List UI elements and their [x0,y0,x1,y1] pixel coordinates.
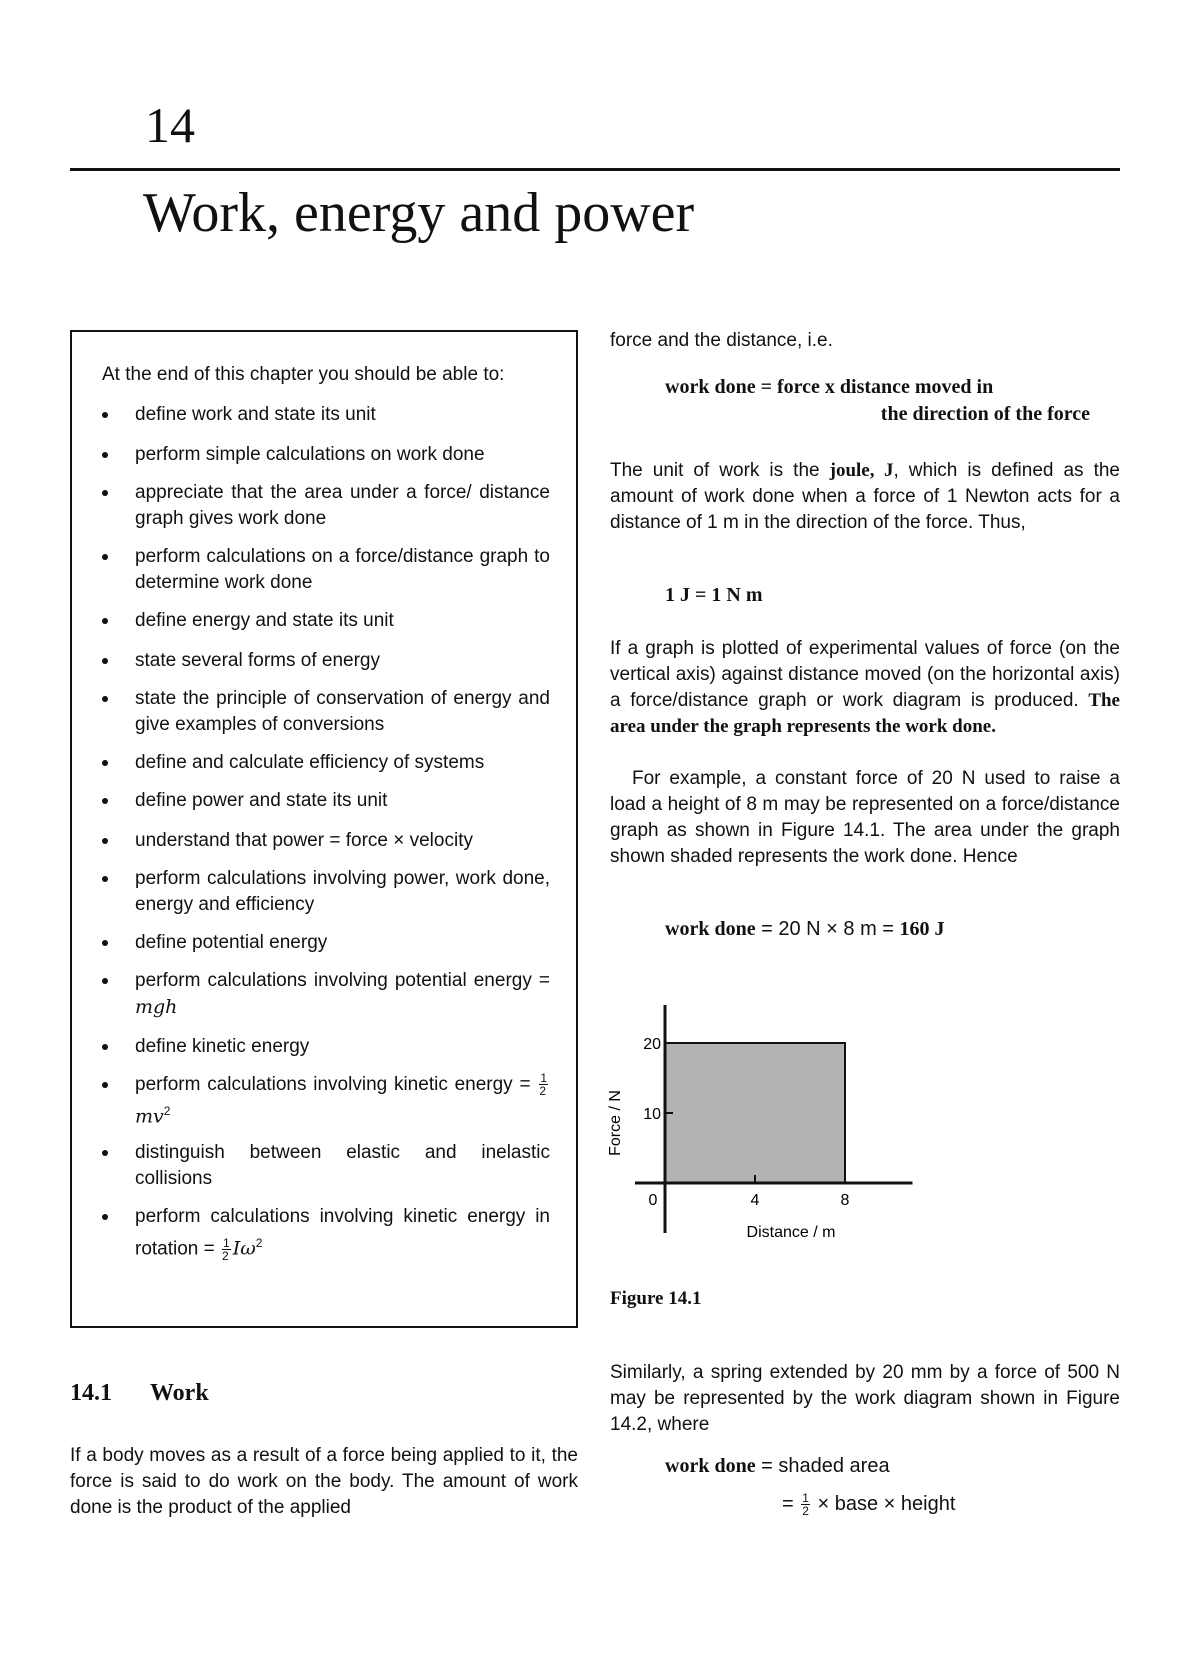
bullet-icon [102,760,108,766]
objective-item: perform calculations on a force/distance graph to determine work done [102,544,550,596]
objective-item: perform calculations involving kinetic energy in rotation = $\frac{1}{2}$ $I\omega^2$ [102,1204,550,1262]
objective-item: define work and state its unit [102,402,550,428]
y-tick-label-20: 20 [643,1036,661,1053]
bullet-icon [102,1082,108,1088]
area-statement: The area under the graph represents the work done. [610,690,1120,737]
chapter-title: Work, energy and power [143,182,695,244]
figure-caption: Figure 14.1 [610,1288,702,1309]
bullet-icon [102,554,108,560]
objective-item: perform calculations involving power, work done, energy and efficiency [102,866,550,918]
paragraph-intro: force and the distance, i.e. [610,330,833,351]
x-axis-label: Distance / m [746,1224,836,1241]
chapter-rule [70,168,1120,171]
section-number: 14.1 [70,1380,112,1406]
objective-item: define and calculate efficiency of systems [102,750,550,776]
bullet-icon [102,876,108,882]
x-tick-label-0: 0 [648,1192,658,1209]
bullet-icon [102,978,108,984]
x-tick-label-4: 4 [750,1192,760,1209]
y-axis-label: Force / N [607,1090,624,1156]
objective-item: state several forms of energy [102,648,550,674]
objective-item: perform calculations involving potential energy = mgh [102,968,550,1021]
work-graph [600,1005,920,1275]
objectives-intro: At the end of this chapter you should be able to: [102,364,505,385]
objective-item: distinguish between elastic and inelastic collisions [102,1140,550,1192]
objective-item: perform calculations involving kinetic energy = $\frac{1}{2}$ $mv^2$ [102,1072,550,1130]
bullet-icon [102,838,108,844]
equation-work-line2: the direction of the force [880,403,1090,425]
bullet-icon [102,1044,108,1050]
objective-item: define power and state its unit [102,788,550,814]
fraction-half: $\frac{1}{2}$ [802,1491,809,1518]
chapter-number: 14 [145,97,195,153]
equation-half-base-height: = $\frac{1}{2}$ × base × height [782,1491,956,1518]
y-tick-label-10: 10 [643,1106,661,1123]
pe-formula: mgh [135,996,178,1018]
bullet-icon [102,1150,108,1156]
bullet-icon [102,798,108,804]
section-paragraph: If a body moves as a result of a force being applied to it, the force is said to do work on the body. The amount of work done is the product of the applied [70,1445,578,1518]
paragraph-example: For example, a constant force of 20 N used to raise a load a height of 8 m may be represented on a force/distance graph as shown in Figure 14.1. The area under the graph shown shaded represents the work done. Hence [610,768,1120,867]
fraction-half: $\frac{1}{2}$ [222,1235,230,1263]
bullet-icon [102,696,108,702]
fraction-half: $\frac{1}{2}$ [539,1071,548,1099]
rot-formula: Iω [232,1237,256,1260]
objective-item: perform simple calculations on work done [102,442,550,468]
objective-item: understand that power = force × velocity [102,828,550,854]
equation-joule: 1 J = 1 N m [665,584,763,606]
ke-formula: mv [135,1105,164,1128]
bullet-icon [102,1214,108,1220]
paragraph-spring: Similarly, a spring extended by 20 mm by a force of 500 N may be represented by the work diagram shown in Figure 14.2, where [610,1362,1120,1435]
x-tick-label-8: 8 [840,1192,850,1209]
bullet-icon [102,490,108,496]
objective-item: define potential energy [102,930,550,956]
section-heading [70,1380,209,1407]
bullet-icon [102,618,108,624]
objective-item: state the principle of conservation of energy and give examples of conversions [102,686,550,738]
bullet-icon [102,658,108,664]
bullet-icon [102,412,108,418]
section-title: Work [150,1380,209,1406]
joule-term: joule, J [829,460,894,481]
bullet-icon [102,940,108,946]
objective-item: appreciate that the area under a force/ distance graph gives work done [102,480,550,532]
paragraph-joule: The unit of work is the joule, J, which is defined as the amount of work done when a force of 1 Newton acts for a distance of 1 m in the direction of the force. Thus, [610,460,1120,533]
objectives-box [70,330,578,1328]
paragraph-graph: If a graph is plotted of experimental values of force (on the vertical axis) against distance moved (on the horizontal axis) a force/distance graph or work diagram is produced. The area under the graph represents the work done. [610,638,1120,737]
equation-example: work done = 20 N × 8 m = 160 J [665,918,945,940]
equation-shaded-area: work done = shaded area [665,1455,890,1477]
objective-item: define kinetic energy [102,1034,550,1060]
shaded-area [665,1043,845,1183]
objective-item: define energy and state its unit [102,608,550,634]
bullet-icon [102,452,108,458]
equation-work-line1: work done = force x distance moved in [665,376,994,398]
